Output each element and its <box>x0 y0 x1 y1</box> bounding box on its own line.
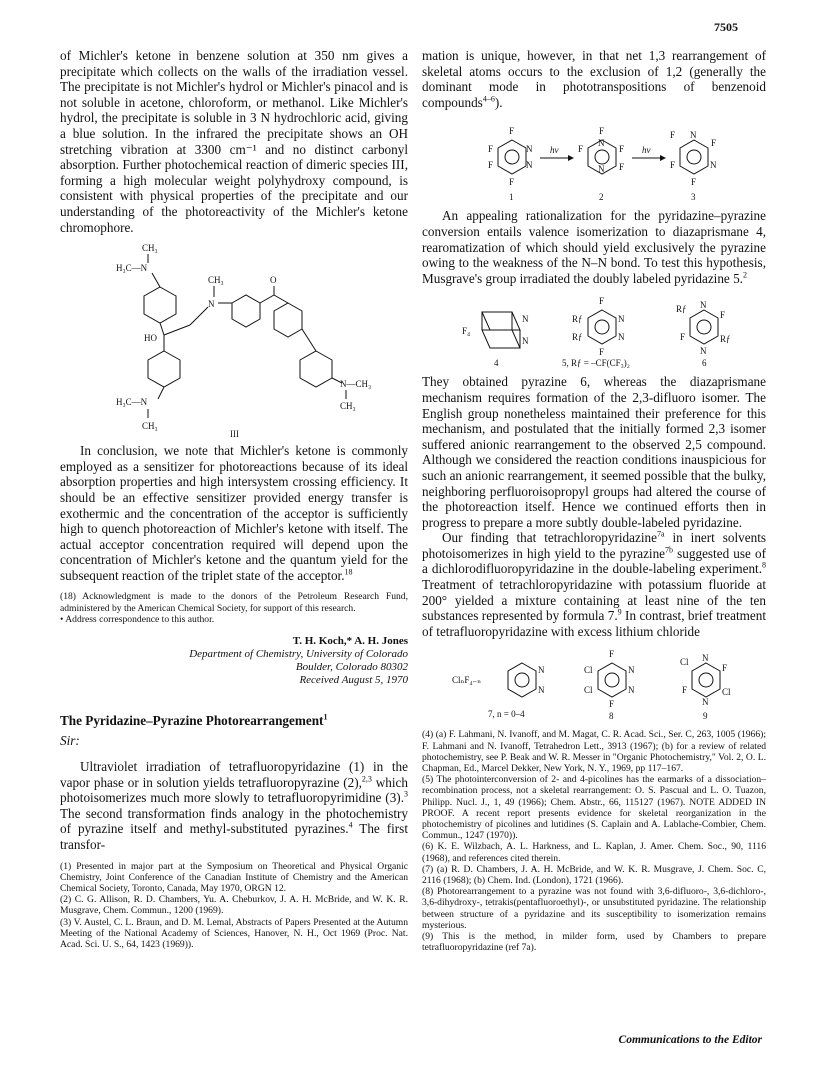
footnote-7: (7) (a) R. D. Chambers, J. A. H. McBride, and W. K. R. Musgrave, J. Chem. Soc. C, 2116 (1968); (b) Chem. Ind. (London), 1721 (1966). <box>422 863 766 887</box>
footnote-4: (4) (a) F. Lahmani, N. Ivanoff, and M. Magat, C. R. Acad. Sci., Ser. C, 263, 1005 (1966); F. Lahmani and N. Ivanoff, Tetrahedron Lett., 3913 (1967); (b) for a review of related photochemistry, see P. Beak and W. R. Messer in "Organic Photochemistry," Vol. 2, O. L. Chapman, Ed., Marcel Dekker, New York, N. Y., 1969, pp 117–167. <box>422 729 766 775</box>
left-paragraph-1: of Michler's ketone in benzene solution at 350 nm gives a precipitate which collects on the walls of the irradiation vessel. The precipitate is not Michler's hydrol or Michler's pinacol and is not soluble in acetone, chloroform, or methanol. Like Michler's hydrol, the precipitate is soluble in 3 N hydrochloric acid, giving a blue solution. In the infrared the precipitate shows an OH stretching vibration at 3300 cm⁻¹ and no distinct carbonyl absorption. Further photochemical reaction of dimeric species III, forming a high molecular weight polyhydroxy compound, is consistent with physical properties of the precipitate and our understanding of the photoreactivity of the Michler's ketone chromophore. <box>60 48 408 235</box>
struct-label: F <box>509 177 515 188</box>
scheme-1 <box>422 114 766 204</box>
right-paragraph-2 <box>422 208 766 286</box>
ref: 2,3 <box>361 774 372 784</box>
struct-label: F <box>599 296 605 307</box>
ref: 2 <box>742 270 747 280</box>
struct-label: F <box>691 177 697 188</box>
right-paragraph-1 <box>422 48 766 110</box>
struct-label: F <box>609 649 615 660</box>
ref: 8 <box>762 561 766 571</box>
struct-label: F <box>599 126 605 137</box>
section-footer: Communications to the Editor <box>618 1034 762 1046</box>
footnote-3: (3) V. Austel, C. L. Braun, and D. M. Lemal, Abstracts of Papers Presented at the Autumn Meeting of the National Academy of Sciences, Hanover, N. H., Oct 1969 (Proc. Nat. Acad. Sci. U. S., 64, 1423 (1969)). <box>60 916 408 951</box>
struct-label: N <box>538 665 545 676</box>
article-title <box>60 713 408 729</box>
struct-label: N <box>710 160 717 171</box>
struct-label: N <box>598 138 605 149</box>
struct-label: ClₙF₄₋ₙ <box>452 675 482 686</box>
compound-number: 7, n = 0–4 <box>488 709 525 720</box>
struct-label: Cl <box>680 657 689 668</box>
received-date: Received August 5, 1970 <box>299 674 408 687</box>
text: mation is unique, however, in that net 1,3 rearrangement of skeletal atoms occurs to the exclusion of 1,2 (generally the dominant mode in phototranspositions of benzenoid compounds <box>422 48 766 110</box>
struct-label: N <box>598 164 605 175</box>
footnote-18: (18) Acknowledgment is made to the donors of the Petroleum Research Fund, administered by the American Chemical Society, for support of this research. <box>60 591 408 614</box>
struct-label: F <box>488 144 494 155</box>
ref: 9 <box>617 607 622 617</box>
text: An appealing rationalization for the pyridazine–pyrazine conversion entails valence isomerization to diazaprismane 4, rearomatization of which should yield exclusively the pyrazine owing to the weakness of the N–N bond. To test this hypothesis, Musgrave's group irradiated the doubly labeled pyridazine 5. <box>422 208 766 286</box>
structure-caption: III <box>230 429 239 440</box>
struct-label: F <box>670 160 676 171</box>
ref: 7b <box>665 545 674 555</box>
struct-label: N <box>690 130 697 141</box>
struct-label: N <box>700 300 707 311</box>
struct-label: H₃C—N <box>116 263 148 274</box>
footnote-9: (9) This is the method, in milder form, used by Chambers to prepare tetrafluoropyridazine (ref 7a). <box>422 931 766 954</box>
struct-label: F <box>722 663 728 674</box>
struct-label: N <box>522 336 529 347</box>
text: Ultraviolet irradiation of tetrafluoropyridazine (1) in the vapor phase or in solution yields tetrafluoropyrazine (2), <box>60 759 408 790</box>
text: The Pyridazine–Pyrazine Photorearrangement <box>60 713 324 729</box>
right-column <box>422 48 766 954</box>
struct-label: N <box>618 314 625 325</box>
struct-label: N <box>538 685 545 696</box>
compound-number: 6 <box>702 358 707 369</box>
text: Treatment of tetrachloropyridazine with potassium fluoride at 200° yielded a mixture containing at least nine of the ten substances represented by formula 7. <box>422 577 766 624</box>
compound-number: 2 <box>599 192 604 203</box>
compound-number: 4 <box>494 358 499 369</box>
text: The first transfor- <box>60 821 408 853</box>
footnotes-top <box>60 591 408 625</box>
struct-label: Rƒ <box>572 332 583 343</box>
text: which photoisomerizes much more slowly to tetrafluoropyrimidine (3). <box>60 774 408 806</box>
compound-number: 5, Rƒ = –CF(CF₃)₂ <box>562 358 630 369</box>
struct-label: Cl <box>722 687 731 698</box>
struct-label: H₃C—N <box>116 397 148 408</box>
ref: 7a <box>656 529 665 539</box>
authors: T. H. Koch,* A. H. Jones <box>292 635 408 648</box>
struct-label: F <box>609 699 615 710</box>
struct-label: N <box>618 332 625 343</box>
footnote-5: (5) The photointerconversion of 2- and 4-picolines has the earmarks of a dissociation–recombination process, not a skeletal rearrangement: O. S. Pascual and L. O. Tuazon, Philipp. Nucl. J., 1, 49 (1966); Chem. Abstr., 66, 115127 (1967). NOTE ADDED IN PROOF. A recent report presents evidence for skeletal reorganization in the photochemistry of picolines and lutidines (S. Caplain and A. Lablache-Combier, Chem. Commun., 1247 (1970)). <box>422 774 766 842</box>
struct-label: Rƒ <box>720 334 731 345</box>
struct-label: F <box>682 685 688 696</box>
text: In conclusion, we note that Michler's ketone is commonly employed as a sensitizer for photoreactions because of its ideal absorption properties and high intersystem crossing efficiency. It should be an effective sensitizer provided energy transfer is exothermic and the concentration of the acceptor is sufficiently high to quench photoreaction of Michler's ketone with itself. The actual acceptor concentration required will depend upon the concentration of Michler's ketone and the quantum yield for the subsequent reaction of the triplet state of the acceptor. <box>60 443 408 583</box>
struct-label: HO <box>144 333 157 344</box>
struct-label: N <box>700 346 707 357</box>
compound-number: 3 <box>691 192 696 203</box>
struct-label: F <box>619 144 625 155</box>
struct-label: N <box>628 665 635 676</box>
footnote-1: (1) Presented in major part at the Symposium on Theoretical and Physical Organic Chemistry, Joint Conference of the Canadian Institute of Chemistry and the American Chemical Society, Toronto, Canada, May 1970, ORGN 12. <box>60 860 408 895</box>
right-paragraph-3: They obtained pyrazine 6, whereas the diazaprismane mechanism requires formation of the 2,3-difluoro isomer. The English group nonetheless maintained their preference for this mechanism, and postulated that the initially formed 2,3 isomer suffered anionic rearrangement to the observed 2,5 compound. Although we considered the reaction conditions inauspicious for such an anionic rearrangement, it seemed possible that the bulky, neighboring perfluoroisopropyl groups had altered the course of the photoreaction itself. Hence we continued efforts then in progress to prepare a more subtly double-labeled pyridazine. <box>422 374 766 530</box>
footnotes-bottom-left <box>60 861 408 951</box>
struct-label: N <box>628 685 635 696</box>
struct-label: Rƒ <box>572 314 583 325</box>
struct-label: N <box>522 314 529 325</box>
footnote-6: (6) K. E. Wilzbach, A. L. Harkness, and L. Kaplan, J. Amer. Chem. Soc., 90, 1116 (1968), and references cited therein. <box>422 841 766 864</box>
struct-label: CH₃ <box>340 401 356 412</box>
author-block <box>60 635 408 687</box>
struct-label: F <box>619 162 625 173</box>
struct-label: N <box>526 160 533 171</box>
struct-label: F <box>599 347 605 358</box>
scheme-2 <box>422 290 766 370</box>
compound-number: 8 <box>609 711 614 722</box>
scheme-3 <box>422 643 766 721</box>
struct-label: N <box>702 653 709 664</box>
text: in inert solvents photoisomerizes in high yield to the pyrazine <box>422 530 766 561</box>
struct-label: CH₃ <box>142 421 158 432</box>
struct-label: N <box>526 144 533 155</box>
left-paragraph-3 <box>60 759 408 853</box>
ref: 1 <box>323 712 328 722</box>
ref: 3 <box>404 789 408 799</box>
compound-number: 1 <box>509 192 514 203</box>
compound-number: 9 <box>703 711 708 722</box>
struct-label: F <box>670 130 676 141</box>
footnotes-right <box>422 729 766 953</box>
right-paragraph-4 <box>422 530 766 639</box>
struct-label: F <box>488 160 494 171</box>
text: In contrast, brief treatment of tetrafluoropyridazine with excess lithium chloride <box>422 608 766 639</box>
department: Department of Chemistry, University of Colorado <box>189 648 408 661</box>
struct-label: F <box>509 126 515 137</box>
struct-label: Rƒ <box>676 304 687 315</box>
arrow-label: hν <box>550 145 559 156</box>
struct-label: F <box>680 332 686 343</box>
ref: 4 <box>348 821 353 831</box>
struct-label: CH₃ <box>208 275 224 286</box>
struct-label: CH₃ <box>142 243 158 254</box>
struct-label: F₄ <box>462 326 471 337</box>
text: ). <box>494 94 503 110</box>
text: Our finding that tetrachloropyridazine <box>442 530 657 546</box>
struct-label: O <box>270 275 277 286</box>
struct-label: Cl <box>584 685 593 696</box>
struct-label: N <box>702 697 709 708</box>
struct-label: N—CH₃ <box>340 379 372 390</box>
salutation: Sir: <box>60 733 80 749</box>
text: The second transformation finds analogy in the photochemistry of pyrazine itself and methyl-substituted pyrazines. <box>60 805 408 837</box>
footnote-2: (2) C. G. Allison, R. D. Chambers, Yu. A. Cheburkov, J. A. H. McBride, and W. K. R. Musgrave, Chem. Commun., 1200 (1969). <box>60 894 408 917</box>
address: Boulder, Colorado 80302 <box>295 661 408 674</box>
footnote-address: • Address correspondence to this author. <box>60 613 215 625</box>
structure-III <box>60 239 408 439</box>
left-paragraph-2 <box>60 443 408 583</box>
left-column <box>60 48 408 950</box>
struct-label: Cl <box>584 665 593 676</box>
page-number: 7505 <box>714 20 738 34</box>
struct-label: N <box>208 299 215 310</box>
text: suggested use of a dichlorodifluoropyridazine in the double-labeling experiment. <box>422 545 766 577</box>
struct-label: F <box>578 144 584 155</box>
ref: 18 <box>344 567 353 577</box>
struct-label: F <box>711 138 717 149</box>
arrow-label: hν <box>642 145 651 156</box>
ref: 4–6 <box>482 94 495 104</box>
struct-label: F <box>720 310 726 321</box>
footnote-8: (8) Photorearrangement to a pyrazine was not found with 3,6-difluoro-, 3,6-dichloro-, 3,6-dihydroxy-, tetrakis(pentafluoroethyl)-, or unsubstituted pyridazine. The relationship between structure of a pyridazine and its susceptibility to isomerization remains mysterious. <box>422 886 766 931</box>
